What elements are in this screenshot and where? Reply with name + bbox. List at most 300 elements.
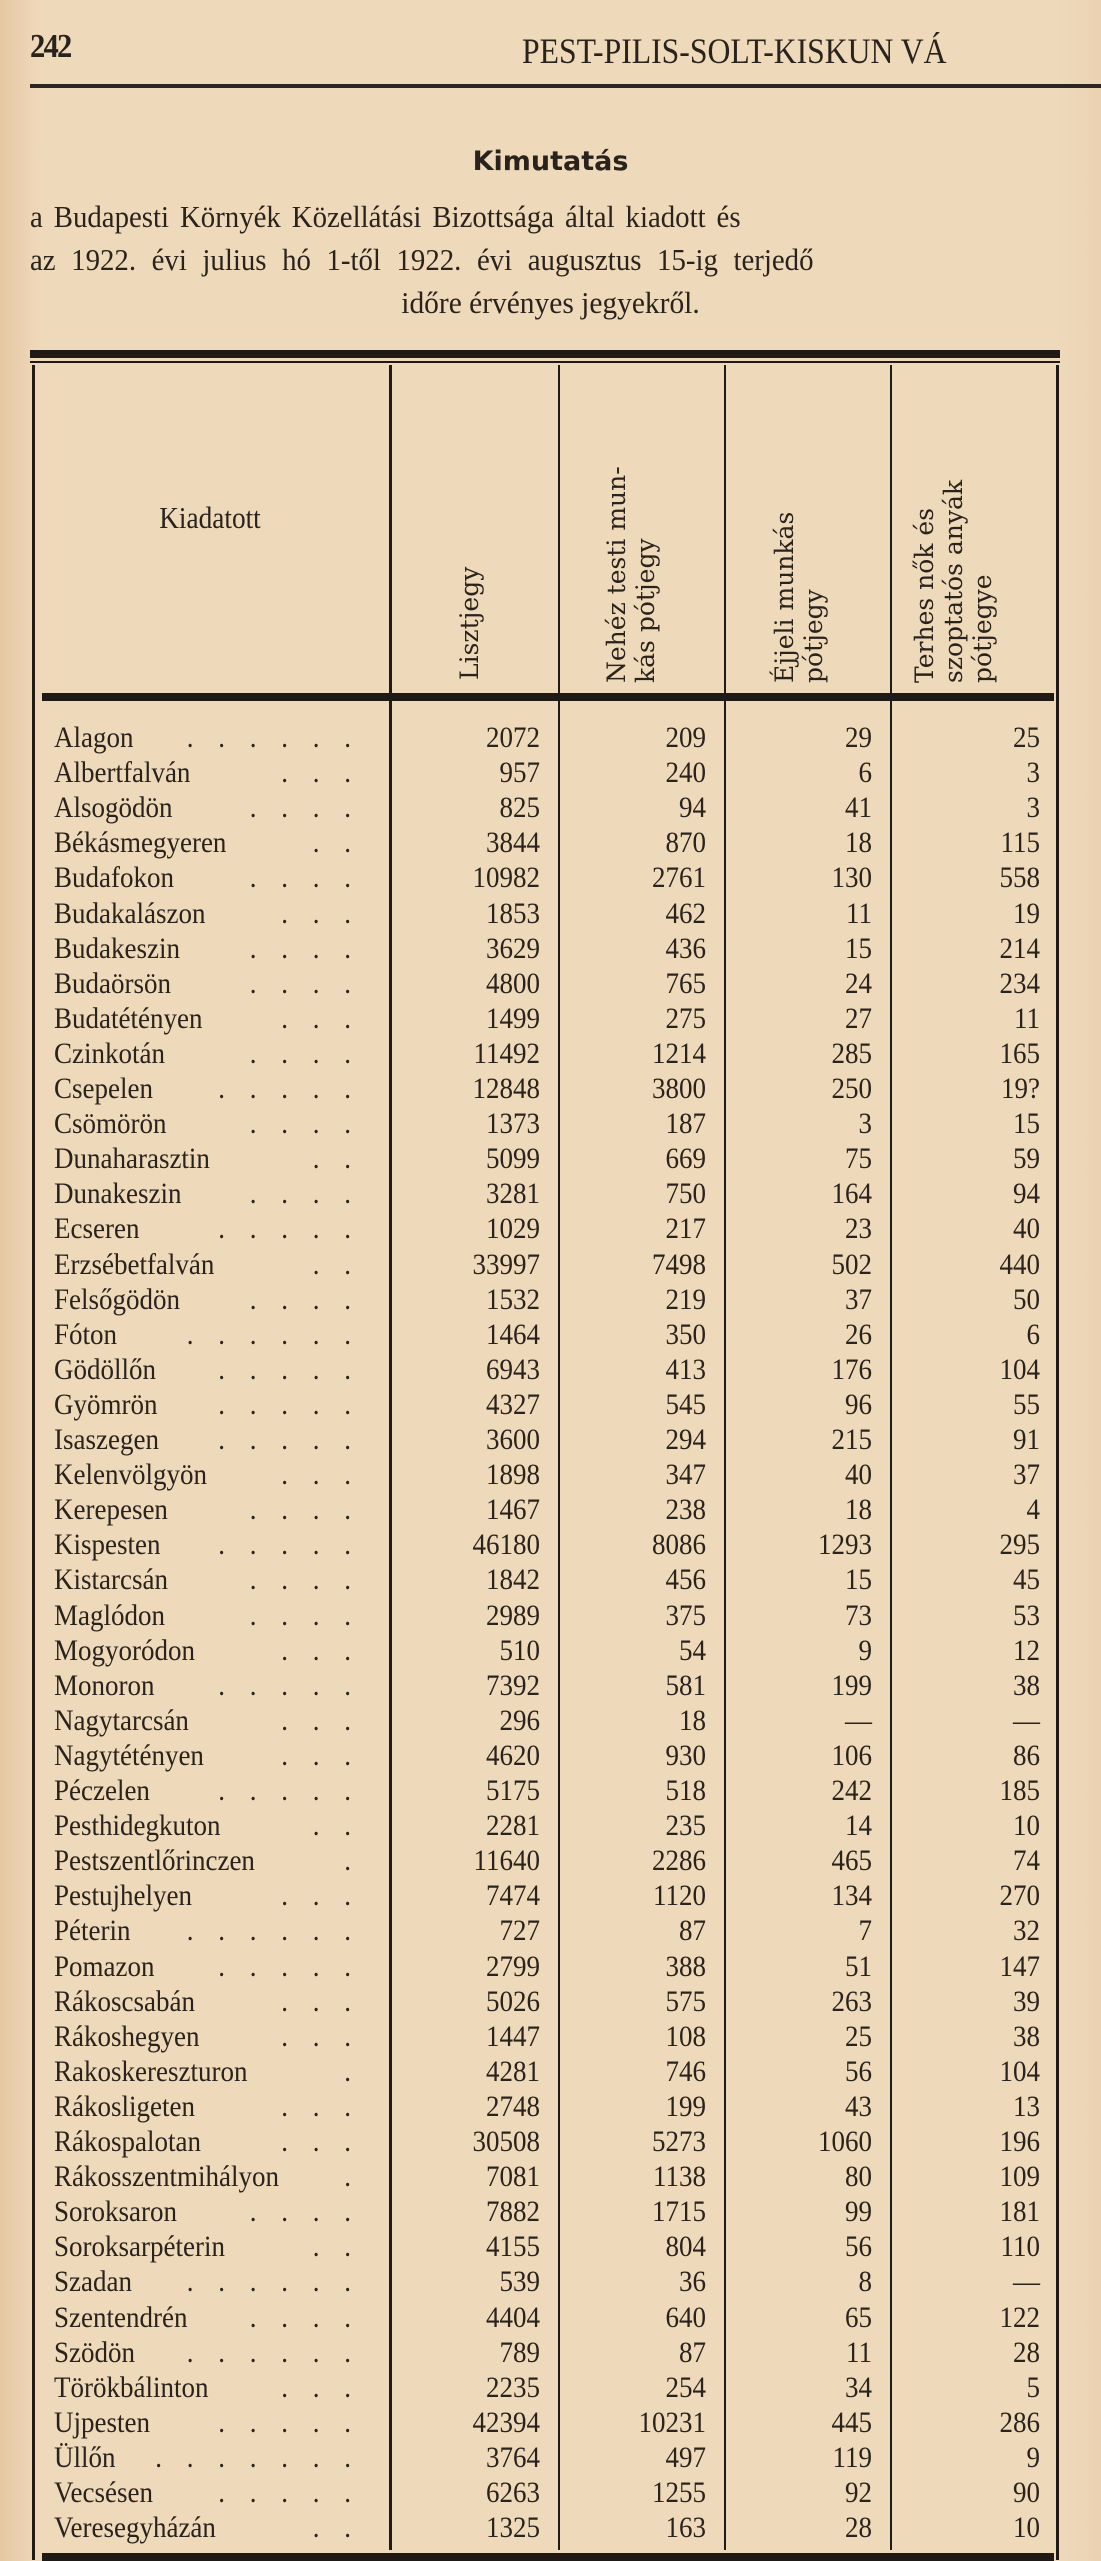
table-row <box>30 2229 1075 2264</box>
value-cell: — <box>1013 2265 1040 2299</box>
place-name: Péterin <box>54 1914 131 1948</box>
leader-dots: . . . . . . <box>186 721 360 754</box>
place-name-cell <box>54 1808 360 1843</box>
value-cell: 2281 <box>486 1809 540 1843</box>
header-line: Terhes nők és <box>910 507 939 683</box>
place-name-cell <box>54 2335 360 2370</box>
place-name-cell <box>54 1773 360 1808</box>
table-row <box>30 1422 1075 1457</box>
value-cell: 11492 <box>473 1036 540 1070</box>
value-cell: 4800 <box>486 966 540 1000</box>
header-bottom-rule <box>42 693 1054 701</box>
place-name-cell <box>54 1492 360 1527</box>
value-cell: 497 <box>665 2440 706 2474</box>
value-cell: 1120 <box>652 1879 706 1913</box>
value-cell: 26 <box>845 1317 872 1351</box>
document-title: Kimutatás <box>472 146 629 177</box>
place-name-cell <box>54 966 360 1001</box>
value-cell: 87 <box>679 1914 706 1948</box>
leader-dots: . . . . <box>249 931 360 965</box>
place-name-cell <box>54 1738 360 1773</box>
value-cell: 295 <box>999 1528 1040 1562</box>
value-cell: 9 <box>1026 2440 1040 2474</box>
value-cell: 15 <box>845 1563 872 1597</box>
value-cell: 38 <box>1013 2019 1040 2053</box>
value-cell: 1898 <box>486 1458 540 1492</box>
table-row <box>30 860 1075 895</box>
leader-dots: . . <box>312 1809 360 1843</box>
leader-dots: . <box>344 1844 360 1878</box>
place-name: Budafokon <box>54 861 174 895</box>
place-name-cell <box>54 2300 360 2335</box>
place-name-cell <box>54 2440 360 2475</box>
value-cell: 1373 <box>486 1107 540 1141</box>
value-cell: 25 <box>845 2019 872 2053</box>
leader-dots: . . . . . <box>218 1423 360 1456</box>
table-row <box>30 2264 1075 2299</box>
leader-dots: . . . . . . <box>186 1914 360 1948</box>
value-cell: 14 <box>845 1809 872 1843</box>
value-cell: 5026 <box>486 1984 540 2018</box>
value-cell: 41 <box>845 791 872 825</box>
place-name-cell <box>54 2019 360 2054</box>
table-row <box>30 1984 1075 2019</box>
running-head: PEST-PILIS-SOLT-KISKUN VÁ <box>522 31 947 71</box>
value-cell: 3764 <box>486 2440 540 2474</box>
place-name-cell <box>54 1247 360 1282</box>
place-name: Üllőn <box>54 2440 116 2474</box>
leader-dots: . . . . <box>249 791 360 825</box>
place-name: Szödön <box>54 2335 135 2369</box>
value-cell: 65 <box>845 2300 872 2334</box>
leader-dots: . . . . . . <box>186 2265 360 2299</box>
table-row <box>30 1352 1075 1387</box>
table-row <box>30 2054 1075 2089</box>
place-name-cell <box>54 755 360 790</box>
value-cell: 115 <box>1000 826 1040 860</box>
leader-dots: . . . . . <box>218 1528 360 1562</box>
header-line: pótjegye <box>968 574 997 683</box>
value-cell: 6263 <box>486 2476 540 2509</box>
table-row <box>30 1738 1075 1773</box>
value-cell: — <box>1013 1703 1040 1737</box>
table-row <box>30 1317 1075 1352</box>
table-row <box>30 2124 1075 2159</box>
table-row <box>30 2510 1075 2545</box>
place-name-cell <box>54 2124 360 2159</box>
leader-dots: . . . . . . . <box>155 2440 360 2474</box>
subtitle-line: a Budapesti Környék Közellátási Bizottsága által kiadott és <box>30 199 741 234</box>
place-name-cell <box>54 2370 360 2405</box>
place-name: Dunaharasztin <box>54 1142 210 1176</box>
value-cell: 50 <box>1013 1282 1040 1316</box>
value-cell: 104 <box>999 1352 1040 1386</box>
place-name-cell <box>54 825 360 860</box>
place-name: Budatétényen <box>54 1001 203 1035</box>
value-cell: 59 <box>1013 1142 1040 1176</box>
place-name: Kistarcsán <box>54 1563 168 1597</box>
value-cell: 8 <box>858 2265 872 2299</box>
place-name-cell <box>54 1387 360 1422</box>
place-name: Alsogödön <box>54 791 173 825</box>
table-row <box>30 1036 1075 1071</box>
value-cell: 209 <box>665 721 706 754</box>
value-cell: 55 <box>1013 1387 1040 1421</box>
value-cell: 185 <box>999 1774 1040 1807</box>
place-name-cell <box>54 1036 360 1071</box>
place-name: Felsőgödön <box>54 1282 181 1316</box>
place-name-cell <box>54 1703 360 1738</box>
place-name: Péczelen <box>54 1774 150 1807</box>
leader-dots: . . . . <box>249 1598 360 1632</box>
value-cell: 375 <box>665 1598 706 1632</box>
header-line: pótjegy <box>799 589 828 683</box>
leader-dots: . . . . <box>249 1493 360 1527</box>
table-row <box>30 1387 1075 1422</box>
value-cell: 234 <box>999 966 1040 1000</box>
place-name: Erzsébetfalván <box>54 1247 215 1281</box>
table-row <box>30 2300 1075 2335</box>
value-cell: 765 <box>665 966 706 1000</box>
value-cell: 164 <box>831 1177 872 1211</box>
value-cell: 134 <box>831 1879 872 1913</box>
leader-dots: . . . . <box>249 1282 360 1316</box>
value-cell: 581 <box>665 1668 706 1702</box>
place-name-cell <box>54 1422 360 1457</box>
leader-dots: . . . <box>281 1738 360 1772</box>
value-cell: 109 <box>999 2160 1040 2194</box>
table-row <box>30 1457 1075 1492</box>
place-name: Rákoscsabán <box>54 1984 195 2018</box>
leader-dots: . . <box>312 826 360 860</box>
place-name-cell <box>54 860 360 895</box>
table-row <box>30 1843 1075 1878</box>
value-cell: 1138 <box>652 2160 706 2194</box>
value-cell: 219 <box>665 1282 706 1316</box>
value-cell: 104 <box>999 2054 1040 2088</box>
value-cell: 13 <box>1013 2089 1040 2123</box>
table-row <box>30 2159 1075 2194</box>
value-cell: 4620 <box>486 1738 540 1772</box>
value-cell: 518 <box>665 1774 706 1807</box>
value-cell: 5099 <box>486 1142 540 1176</box>
place-name-cell <box>54 1949 360 1984</box>
value-cell: 42394 <box>472 2405 540 2439</box>
place-name-cell <box>54 2264 360 2299</box>
value-cell: 502 <box>831 1247 872 1281</box>
value-cell: 3600 <box>486 1423 540 1456</box>
place-name-cell <box>54 931 360 966</box>
value-cell: 37 <box>1013 1458 1040 1492</box>
value-cell: 4281 <box>486 2054 540 2088</box>
value-cell: 510 <box>499 1633 540 1667</box>
value-cell: 181 <box>999 2195 1040 2229</box>
value-cell: 3 <box>858 1107 872 1141</box>
value-cell: 80 <box>845 2160 872 2194</box>
value-cell: 33997 <box>472 1247 540 1281</box>
value-cell: 18 <box>845 1493 872 1527</box>
place-name-cell <box>54 1843 360 1878</box>
value-cell: 825 <box>499 791 540 825</box>
table-row <box>30 2335 1075 2370</box>
value-cell: 215 <box>831 1423 872 1456</box>
value-cell: 727 <box>499 1914 540 1948</box>
place-name: Rákospalotan <box>54 2125 201 2158</box>
table-row <box>30 2405 1075 2440</box>
place-name-cell <box>54 896 360 931</box>
value-cell: 10982 <box>472 861 540 895</box>
table-row <box>30 1106 1075 1141</box>
place-name: Törökbálinton <box>54 2370 209 2404</box>
place-name-cell <box>54 2194 360 2229</box>
value-cell: 56 <box>845 2230 872 2264</box>
place-name: Gödöllőn <box>54 1352 157 1386</box>
leader-dots: . . . . <box>249 2195 360 2229</box>
value-cell: 296 <box>499 1703 540 1737</box>
value-cell: 436 <box>665 931 706 965</box>
table-row <box>30 2019 1075 2054</box>
place-name-cell <box>54 1001 360 1036</box>
table-row <box>30 1176 1075 1211</box>
value-cell: 7081 <box>486 2160 540 2194</box>
value-cell: 275 <box>665 1001 706 1035</box>
leader-dots: . . <box>312 2230 360 2264</box>
value-cell: 10231 <box>638 2405 706 2439</box>
value-cell: 3629 <box>486 931 540 965</box>
value-cell: 1293 <box>818 1528 872 1562</box>
value-cell: 196 <box>999 2125 1040 2158</box>
place-name-cell <box>54 1176 360 1211</box>
place-name: Kispesten <box>54 1528 161 1562</box>
place-name-cell <box>54 1282 360 1317</box>
value-cell: 1214 <box>652 1036 706 1070</box>
place-name: Maglódon <box>54 1598 165 1632</box>
value-cell: 11 <box>845 896 872 930</box>
leader-dots: . . . . <box>249 1177 360 1211</box>
value-cell: 347 <box>665 1458 706 1492</box>
place-name-cell <box>54 2405 360 2440</box>
place-name: Veresegyházán <box>54 2511 216 2545</box>
value-cell: 53 <box>1013 1598 1040 1632</box>
place-name: Szentendrén <box>54 2300 188 2334</box>
table-row <box>30 1633 1075 1668</box>
place-name: Budakalászon <box>54 896 206 930</box>
place-name: Ujpesten <box>54 2405 150 2439</box>
value-cell: 51 <box>845 1949 872 1983</box>
place-name: Soroksarpéterin <box>54 2230 225 2264</box>
table-row <box>30 1247 1075 1282</box>
leader-dots: . <box>344 2160 360 2194</box>
value-cell: 1325 <box>486 2511 540 2545</box>
value-cell: 1532 <box>486 1282 540 1316</box>
value-cell: 6 <box>1026 1317 1040 1351</box>
place-name: Budaörsön <box>54 966 171 1000</box>
place-name-cell <box>54 1211 360 1246</box>
place-name: Nagytétényen <box>54 1738 204 1772</box>
place-name-cell <box>54 2159 360 2194</box>
place-name: Kelenvölgyön <box>54 1458 207 1492</box>
value-cell: 4404 <box>486 2300 540 2334</box>
value-cell: 9 <box>858 1633 872 1667</box>
value-cell: 45 <box>1013 1563 1040 1597</box>
place-name-cell <box>54 1352 360 1387</box>
place-name-cell <box>54 790 360 825</box>
value-cell: 12848 <box>472 1072 540 1105</box>
value-cell: 19 <box>1013 896 1040 930</box>
value-cell: 7474 <box>486 1879 540 1913</box>
value-cell: 18 <box>679 1703 706 1737</box>
place-name-cell <box>54 1984 360 2019</box>
place-name: Monoron <box>54 1668 155 1702</box>
value-cell: 54 <box>679 1633 706 1667</box>
value-cell: 163 <box>665 2511 706 2545</box>
table-row <box>30 1913 1075 1948</box>
value-cell: 187 <box>665 1107 706 1141</box>
value-cell: 87 <box>679 2335 706 2369</box>
leader-dots: . . . . . <box>218 1774 360 1807</box>
value-cell: 2286 <box>652 1844 706 1878</box>
value-cell: 7882 <box>486 2195 540 2229</box>
place-name: Pomazon <box>54 1949 155 1983</box>
header-line: Éjjeli munkás <box>770 511 799 683</box>
value-cell: 99 <box>845 2195 872 2229</box>
value-cell: 40 <box>845 1458 872 1492</box>
leader-dots: . . . . . <box>218 1949 360 1983</box>
value-cell: 176 <box>831 1352 872 1386</box>
place-name: Rákosligeten <box>54 2089 195 2123</box>
value-cell: 1029 <box>486 1212 540 1246</box>
leader-dots: . . . <box>281 1984 360 2018</box>
table-row <box>30 931 1075 966</box>
value-cell: 86 <box>1013 1738 1040 1772</box>
leader-dots: . . . <box>281 1001 360 1035</box>
value-cell: 56 <box>845 2054 872 2088</box>
value-cell: 440 <box>999 1247 1040 1281</box>
value-cell: 558 <box>999 861 1040 895</box>
table-row <box>30 2475 1075 2510</box>
place-name: Kerepesen <box>54 1493 168 1527</box>
value-cell: 669 <box>665 1142 706 1176</box>
value-cell: 122 <box>999 2300 1040 2334</box>
value-cell: 640 <box>665 2300 706 2334</box>
leader-dots: . . . . . <box>218 1668 360 1702</box>
place-name: Békásmegyeren <box>54 826 227 860</box>
value-cell: 465 <box>831 1844 872 1878</box>
value-cell: 43 <box>845 2089 872 2123</box>
place-name: Rákoshegyen <box>54 2019 200 2053</box>
table-row <box>30 1001 1075 1036</box>
value-cell: 10 <box>1013 1809 1040 1843</box>
value-cell: 2799 <box>486 1949 540 1983</box>
value-cell: 3800 <box>652 1072 706 1105</box>
value-cell: — <box>845 1703 872 1737</box>
value-cell: 24 <box>845 966 872 1000</box>
place-name-cell <box>54 720 360 755</box>
value-cell: 36 <box>679 2265 706 2299</box>
leader-dots: . . <box>312 1142 360 1176</box>
value-cell: 37 <box>845 1282 872 1316</box>
value-cell: 130 <box>831 861 872 895</box>
place-name-cell <box>54 2229 360 2264</box>
table-row <box>30 1282 1075 1317</box>
value-cell: 11 <box>845 2335 872 2369</box>
table-row <box>30 825 1075 860</box>
place-name: Pestszentlőrinczen <box>54 1844 255 1878</box>
value-cell: 462 <box>665 896 706 930</box>
value-cell: 238 <box>665 1493 706 1527</box>
header-line: Lisztjegy <box>455 566 484 680</box>
value-cell: 28 <box>845 2511 872 2545</box>
table-row <box>30 1492 1075 1527</box>
value-cell: 294 <box>665 1423 706 1456</box>
table-row <box>30 790 1075 825</box>
value-cell: 3281 <box>486 1177 540 1211</box>
value-cell: 108 <box>665 2019 706 2053</box>
place-name: Szadan <box>54 2265 132 2299</box>
place-name: Gyömrön <box>54 1387 158 1421</box>
leader-dots: . . . <box>281 1458 360 1492</box>
value-cell: 575 <box>665 1984 706 2018</box>
place-name: Soroksaron <box>54 2195 177 2229</box>
leader-dots: . . . . . <box>218 2476 360 2509</box>
place-name-cell <box>54 1106 360 1141</box>
value-cell: 1499 <box>486 1001 540 1035</box>
value-cell: 165 <box>999 1036 1040 1070</box>
value-cell: 6943 <box>486 1352 540 1386</box>
value-cell: 40 <box>1013 1212 1040 1246</box>
value-cell: 94 <box>1013 1177 1040 1211</box>
leader-dots: . . . <box>281 2019 360 2053</box>
value-cell: 1715 <box>652 2195 706 2229</box>
value-cell: 39 <box>1013 1984 1040 2018</box>
header-line: szoptatós anyák <box>939 479 968 683</box>
value-cell: 286 <box>999 2405 1040 2439</box>
value-cell: 73 <box>845 1598 872 1632</box>
place-name-cell <box>54 1141 360 1176</box>
leader-dots: . . . . . <box>218 1387 360 1421</box>
value-cell: 199 <box>665 2089 706 2123</box>
value-cell: 32 <box>1013 1914 1040 1948</box>
value-cell: 7498 <box>652 1247 706 1281</box>
place-name: Pestujhelyen <box>54 1879 192 1913</box>
value-cell: 413 <box>665 1352 706 1386</box>
ticket-statistics-table <box>30 350 1075 2560</box>
value-cell: 11640 <box>473 1844 540 1878</box>
subtitle-line: időre érvényes jegyekről. <box>401 285 700 320</box>
value-cell: 214 <box>999 931 1040 965</box>
value-cell: 147 <box>999 1949 1040 1983</box>
value-cell: 7 <box>858 1914 872 1948</box>
value-cell: 75 <box>845 1142 872 1176</box>
value-cell: 96 <box>845 1387 872 1421</box>
subtitle-line: az 1922. évi julius hó 1-től 1922. évi augusztus 15-ig terjedő <box>30 242 814 277</box>
place-name-cell <box>54 2054 360 2089</box>
value-cell: 74 <box>1013 1844 1040 1878</box>
value-cell: 18 <box>845 826 872 860</box>
value-cell: 5273 <box>652 2125 706 2158</box>
leader-dots: . . . . . <box>218 2405 360 2439</box>
value-cell: 270 <box>999 1879 1040 1913</box>
place-name-cell <box>54 2510 360 2545</box>
table-row <box>30 1808 1075 1843</box>
leader-dots: . . . . . <box>218 1072 360 1105</box>
value-cell: 90 <box>1013 2476 1040 2509</box>
place-name-cell <box>54 1668 360 1703</box>
table-row <box>30 720 1075 755</box>
value-cell: 199 <box>831 1668 872 1702</box>
place-name-cell <box>54 2475 360 2510</box>
place-name: Pesthidegkuton <box>54 1809 221 1843</box>
